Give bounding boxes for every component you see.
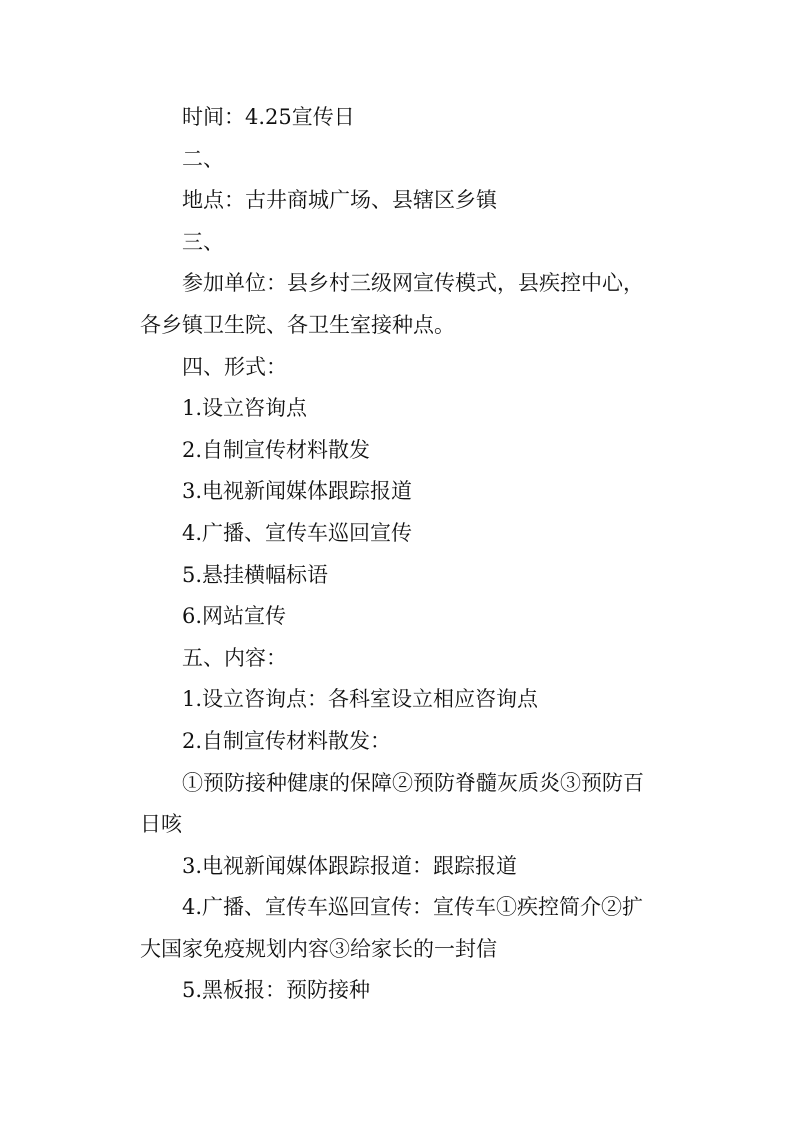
- section-heading-two: 二、: [182, 146, 224, 171]
- list-item: 4.广播、宣传车巡回宣传: [182, 520, 413, 545]
- section-heading-form: 四、形式：: [182, 354, 287, 379]
- list-item: 5.黑板报：预防接种: [182, 978, 371, 1003]
- paragraph-location: 地点：古井商城广场、县辖区乡镇: [182, 188, 497, 213]
- list-item: 1.设立咨询点：各科室设立相应咨询点: [182, 687, 539, 712]
- paragraph-materials: ①预防接种健康的保障②预防脊髓灰质炎③预防百日咳: [140, 770, 644, 837]
- list-item: 2.自制宣传材料散发：: [182, 728, 392, 753]
- section-heading-three: 三、: [182, 229, 224, 254]
- section-heading-content: 五、内容：: [182, 645, 287, 670]
- list-item: 6.网站宣传: [182, 604, 287, 629]
- document-body: [140, 97, 663, 1012]
- list-item: 4.广播、宣传车巡回宣传：宣传车①疾控简介②扩大国家免疫规划内容③给家长的一封信: [140, 895, 644, 961]
- paragraph-time: 时间：4.25宣传日: [182, 105, 355, 129]
- list-item: 5.悬挂横幅标语: [182, 562, 329, 587]
- paragraph-participants: 参加单位：县乡村三级网宣传模式，县疾控中心，各乡镇卫生院、各卫生室接种点。: [140, 271, 644, 337]
- list-item: 3.电视新闻媒体跟踪报道: [182, 479, 413, 504]
- list-item: 3.电视新闻媒体跟踪报道：跟踪报道: [182, 853, 518, 878]
- list-item: 2.自制宣传材料散发: [182, 437, 371, 462]
- list-item: 1.设立咨询点: [182, 396, 308, 421]
